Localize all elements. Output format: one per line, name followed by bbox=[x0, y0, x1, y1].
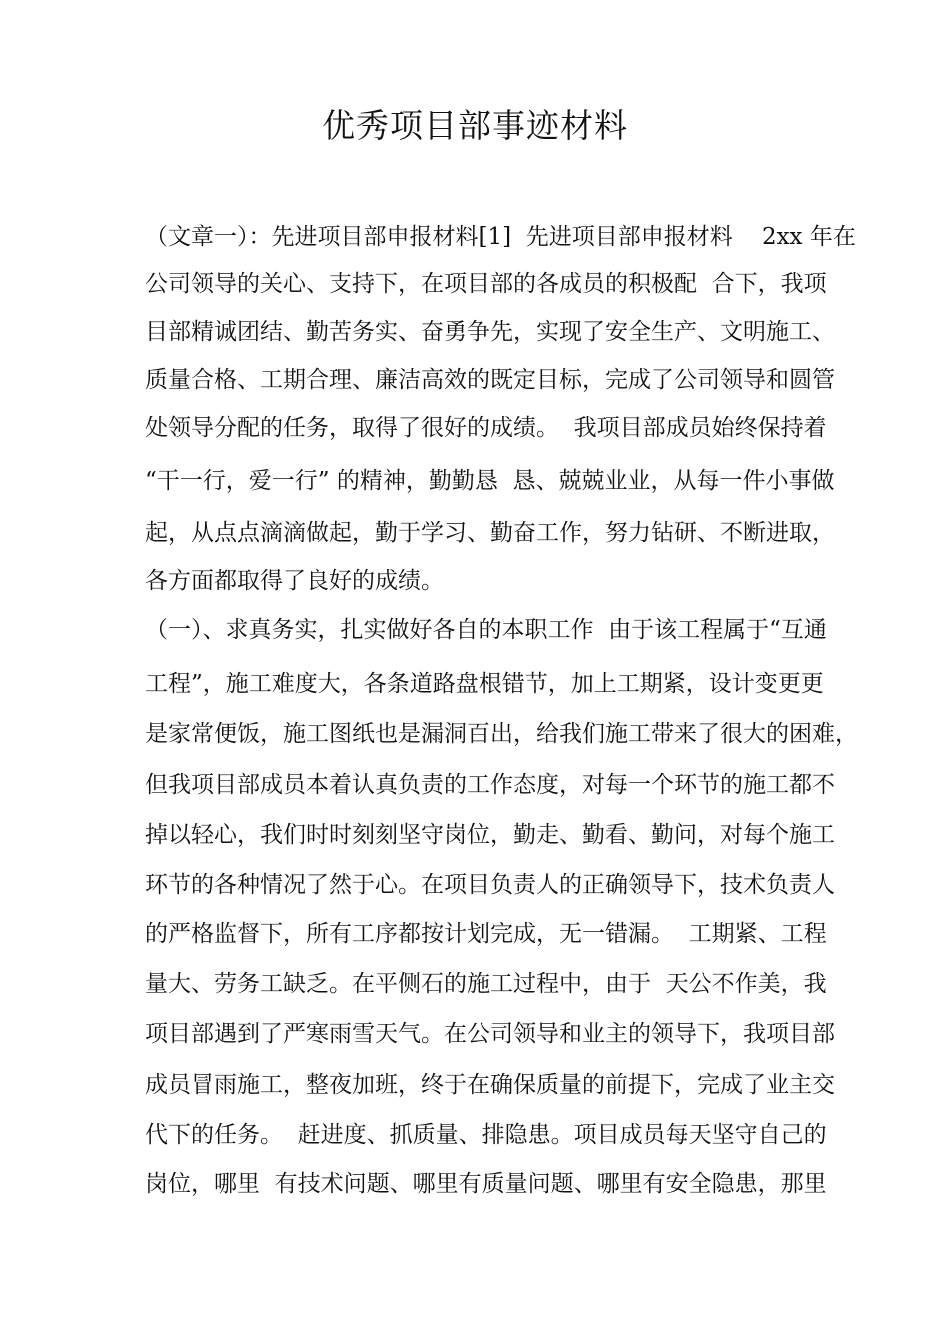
body-line: 各方面都取得了良好的成绩。 bbox=[145, 568, 444, 594]
body-line: 但我项目部成员本着认真负责的工作态度，对每一个环节的施工都不 bbox=[145, 772, 835, 798]
body-line: 代下的任务。 赶进度、抓质量、排隐患。项目成员每天坚守自己的 bbox=[145, 1122, 827, 1148]
document-title: 优秀项目部事迹材料 bbox=[322, 106, 628, 145]
body-line: 掉以轻心，我们时时刻刻坚守岗位，勤走、勤看、勤问，对每个施工 bbox=[145, 822, 835, 848]
body-line: 质量合格、工期合理、廉洁高效的既定目标，完成了公司领导和圆管 bbox=[145, 367, 835, 393]
body-line: 是家常便饭，施工图纸也是漏洞百出，给我们施工带来了很大的困难， bbox=[145, 721, 858, 747]
body-line: “干一行，爱一行” 的精神，勤勤恳 恳、兢兢业业，从每一件小事做 bbox=[145, 468, 835, 494]
body-line: 目部精诚团结、勤苦务实、奋勇争先，实现了安全生产、文明施工、 bbox=[145, 319, 835, 345]
body-line: 环节的各种情况了然于心。在项目负责人的正确领导下，技术负责人 bbox=[145, 872, 835, 898]
body-line: 的严格监督下，所有工序都按计划完成，无一错漏。 工期紧、工程 bbox=[145, 921, 827, 947]
body-line: 公司领导的关心、支持下，在项目部的各成员的积极配 合下，我项 bbox=[145, 271, 827, 297]
body-line: 处领导分配的任务，取得了很好的成绩。 我项目部成员始终保持着 bbox=[145, 415, 827, 441]
body-line: （一）、求真务实，扎实做好各自的本职工作 由于该工程属于“互通 bbox=[145, 617, 827, 643]
body-line: 量大、劳务工缺乏。在平侧石的施工过程中，由于 天公不作美，我 bbox=[145, 971, 827, 997]
body-line: 岗位，哪里 有技术问题、哪里有质量问题、哪里有安全隐患，那里 bbox=[145, 1171, 827, 1197]
body-line: 工程”，施工难度大，各条道路盘根错节，加上工期紧，设计变更更 bbox=[145, 671, 824, 697]
body-line: 成员冒雨施工，整夜加班，终于在确保质量的前提下，完成了业主交 bbox=[145, 1072, 835, 1098]
body-line: 项目部遇到了严寒雨雪天气。在公司领导和业主的领导下，我项目部 bbox=[145, 1021, 835, 1047]
body-line: 起，从点点滴滴做起，勤于学习、勤奋工作，努力钻研、不断进取， bbox=[145, 520, 835, 546]
body-line: （文章一）：先进项目部申报材料[1] 先进项目部申报材料 2xx 年在 bbox=[145, 224, 856, 250]
